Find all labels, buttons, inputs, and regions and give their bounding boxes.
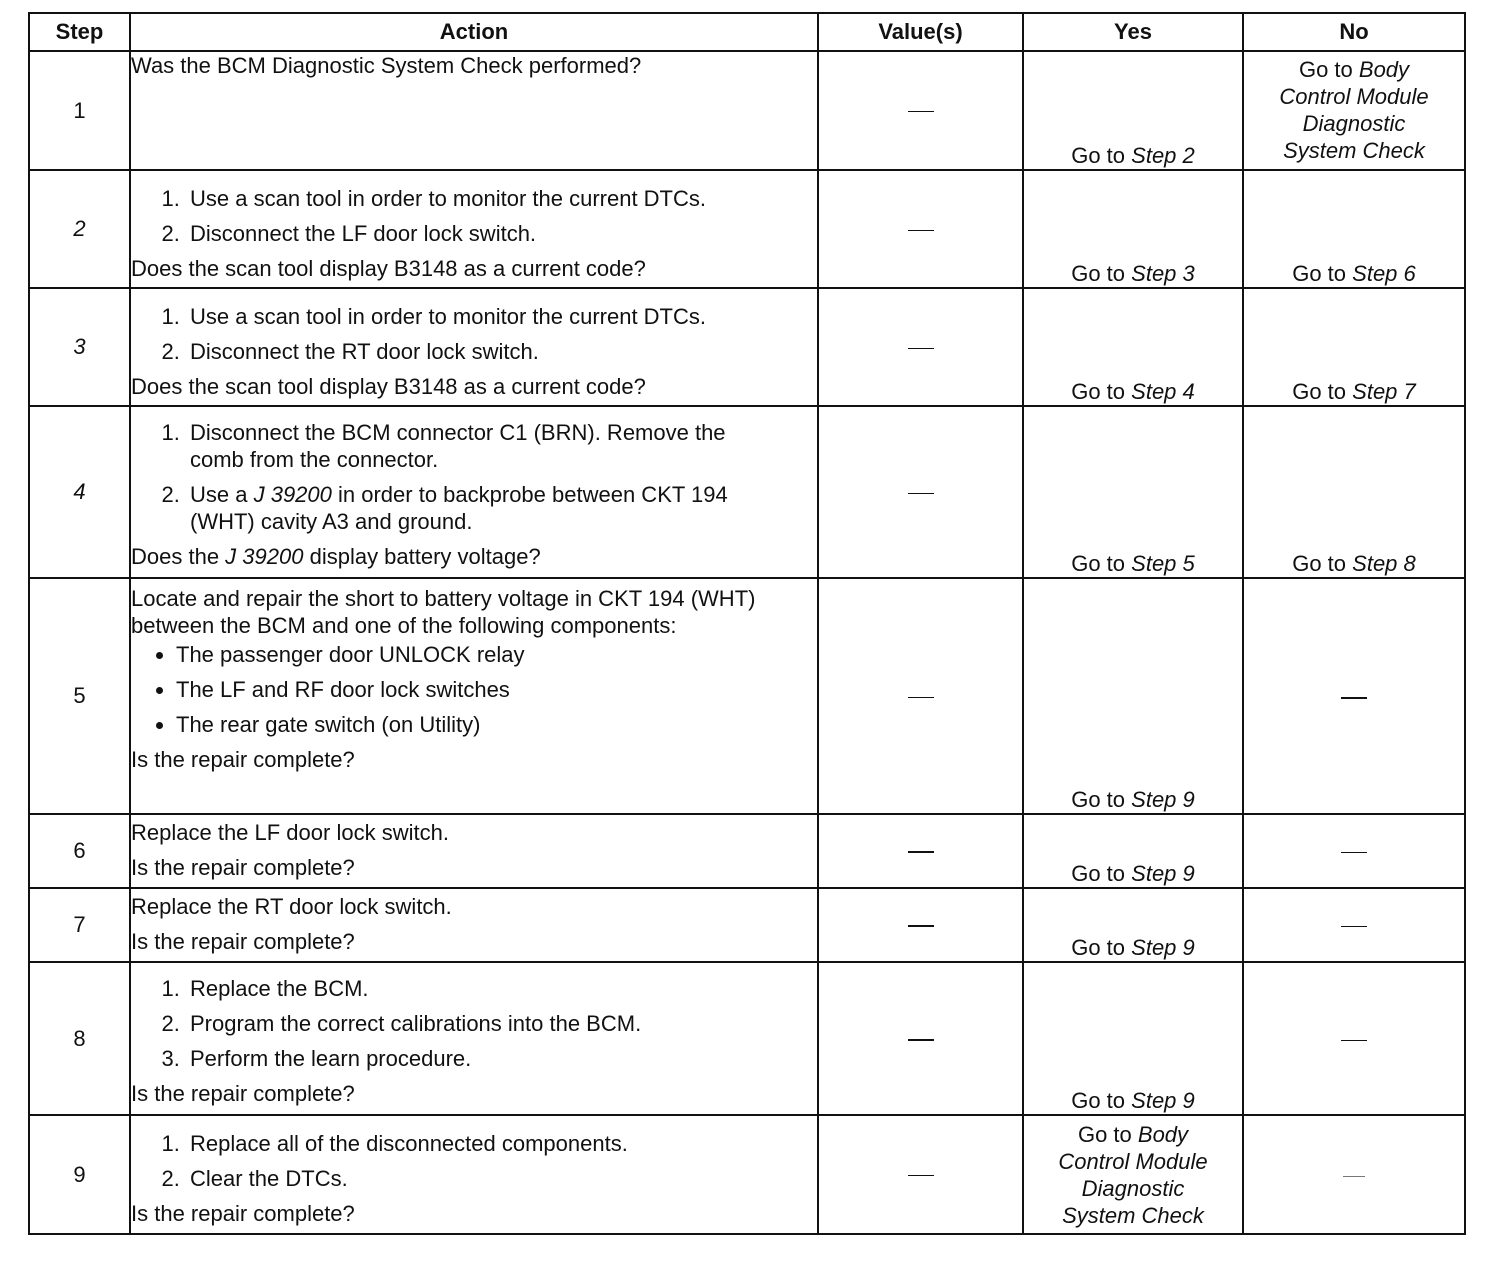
action-cell <box>130 406 818 578</box>
goto-label: Go to <box>1292 379 1347 404</box>
value-cell <box>818 170 1023 288</box>
goto-label: Go to <box>1071 935 1126 960</box>
question: Does the scan tool display B3148 as a current code? <box>131 256 646 281</box>
dash-mark <box>908 1039 934 1041</box>
step-number: 7 <box>29 888 130 962</box>
action-item <box>186 481 750 535</box>
action-list <box>131 975 817 1072</box>
no-cell <box>1243 962 1465 1115</box>
value-cell <box>818 578 1023 814</box>
action-item: 2. Clear the DTCs. <box>186 1165 817 1192</box>
question-text: Does the <box>131 544 226 569</box>
question: Is the repair complete? <box>131 1081 355 1106</box>
action-item-text: in order to backprobe between CKT 194 (WHT) cavity A3 and ground. <box>190 482 728 534</box>
action-cell <box>130 170 818 288</box>
table-row <box>29 962 1465 1115</box>
goto-target: System Check <box>1283 138 1425 163</box>
table-row <box>29 888 1465 962</box>
goto-target: Step 8 <box>1352 551 1416 576</box>
goto-label: Go to <box>1298 57 1353 82</box>
no-cell <box>1243 1115 1465 1234</box>
dash-mark <box>908 697 934 698</box>
step-number: 9 <box>29 1115 130 1234</box>
action-item: 3. Perform the learn procedure. <box>186 1045 817 1072</box>
dash-mark <box>908 925 934 927</box>
question: Is the repair complete? <box>131 747 355 772</box>
dash-mark <box>908 230 934 231</box>
action-item: 1. Replace the BCM. <box>186 975 817 1002</box>
header-step: Step <box>29 13 130 51</box>
tool-name: J 39200 <box>225 544 304 569</box>
action-list <box>131 1130 817 1192</box>
goto-target: System Check <box>1062 1202 1204 1228</box>
goto-label: Go to <box>1071 787 1126 812</box>
goto-target: Step 9 <box>1131 935 1195 960</box>
header-values: Value(s) <box>818 13 1023 51</box>
dash-mark <box>908 111 934 112</box>
action-item: 1. Replace all of the disconnected components. <box>186 1130 817 1157</box>
yes-cell <box>1023 51 1243 170</box>
question: Is the repair complete? <box>131 1201 355 1226</box>
goto-label: Go to <box>1071 261 1126 286</box>
action-cell <box>130 51 818 170</box>
action-text: Replace the LF door lock switch. <box>131 820 449 845</box>
dash-mark <box>908 493 934 494</box>
action-list <box>131 185 817 247</box>
yes-cell <box>1023 578 1243 814</box>
value-cell <box>818 962 1023 1115</box>
tool-name: J 39200 <box>253 482 332 507</box>
action-text: Locate and repair the short to battery voltage in CKT 194 (WHT) between the BCM and one of the following components: <box>131 586 756 638</box>
goto-target: Body <box>1137 1121 1189 1147</box>
goto-label: Go to <box>1071 379 1126 404</box>
goto-target: Step 9 <box>1131 1088 1195 1113</box>
goto-target: Diagnostic <box>1302 111 1406 136</box>
table-row <box>29 1115 1465 1234</box>
table-row <box>29 288 1465 406</box>
no-cell <box>1243 578 1465 814</box>
question <box>131 543 817 570</box>
yes-cell <box>1023 406 1243 578</box>
dash-mark <box>1341 926 1367 927</box>
action-item-text: Use a <box>190 482 254 507</box>
list-item: • The passenger door UNLOCK relay <box>176 641 817 668</box>
no-cell <box>1243 888 1465 962</box>
action-item <box>186 419 750 473</box>
question-text: display battery voltage? <box>303 544 541 569</box>
action-cell <box>130 578 818 814</box>
dash-mark <box>908 1175 934 1176</box>
value-cell <box>818 51 1023 170</box>
no-cell <box>1243 406 1465 578</box>
yes-cell <box>1023 962 1243 1115</box>
no-cell <box>1243 51 1465 170</box>
goto-target: Step 6 <box>1352 261 1416 286</box>
dash-mark <box>1341 852 1367 853</box>
action-item-text: Disconnect the BCM connector C1 (BRN). Remove the comb from the connector. <box>190 420 726 472</box>
yes-cell <box>1023 170 1243 288</box>
goto-target: Step 3 <box>1131 261 1195 286</box>
step-number: 6 <box>29 814 130 888</box>
header-yes: Yes <box>1023 13 1243 51</box>
value-cell <box>818 1115 1023 1234</box>
diagnostic-table <box>28 12 1466 1235</box>
question: Is the repair complete? <box>131 929 355 954</box>
goto-label: Go to <box>1071 143 1126 168</box>
question: Is the repair complete? <box>131 855 355 880</box>
goto-target: Step 4 <box>1131 379 1195 404</box>
yes-cell <box>1023 814 1243 888</box>
goto-target: Step 5 <box>1131 551 1195 576</box>
dash-mark <box>1341 697 1367 699</box>
step-number: 5 <box>29 578 130 814</box>
goto-target: Step 7 <box>1352 379 1416 404</box>
list-item: • The rear gate switch (on Utility) <box>176 711 817 738</box>
goto-target: Control Module <box>1279 84 1429 109</box>
value-cell <box>818 814 1023 888</box>
action-item: 1. Use a scan tool in order to monitor the current DTCs. <box>186 185 817 212</box>
question: Does the scan tool display B3148 as a current code? <box>131 374 646 399</box>
yes-cell <box>1023 1115 1243 1234</box>
goto-label: Go to <box>1292 261 1347 286</box>
dash-mark <box>908 348 934 349</box>
action-cell <box>130 814 818 888</box>
table-row <box>29 170 1465 288</box>
table-row <box>29 406 1465 578</box>
header-row <box>29 13 1465 51</box>
goto-label: Go to <box>1292 551 1347 576</box>
table-row <box>29 814 1465 888</box>
dash-mark <box>1341 1040 1367 1041</box>
list-item: • The LF and RF door lock switches <box>176 676 817 703</box>
action-cell <box>130 962 818 1115</box>
action-item: 2. Disconnect the RT door lock switch. <box>186 338 817 365</box>
goto-target: Step 9 <box>1131 861 1195 886</box>
no-cell <box>1243 814 1465 888</box>
step-number: 8 <box>29 962 130 1115</box>
component-list <box>131 641 817 738</box>
action-text: Replace the RT door lock switch. <box>131 894 452 919</box>
action-item: 1. Use a scan tool in order to monitor the current DTCs. <box>186 303 817 330</box>
action-text: Was the BCM Diagnostic System Check performed? <box>131 53 642 78</box>
goto-target: Body <box>1358 57 1410 82</box>
dash-mark <box>908 851 934 853</box>
goto-target: Step 9 <box>1131 787 1195 812</box>
goto-target: Control Module <box>1058 1148 1208 1174</box>
value-cell <box>818 406 1023 578</box>
no-cell <box>1243 170 1465 288</box>
action-cell <box>130 288 818 406</box>
no-cell <box>1243 288 1465 406</box>
action-cell <box>130 888 818 962</box>
step-number: 2 <box>29 170 130 288</box>
goto-label: Go to <box>1071 861 1126 886</box>
table-row <box>29 51 1465 170</box>
action-item: 2. Disconnect the LF door lock switch. <box>186 220 817 247</box>
table-row <box>29 578 1465 814</box>
action-item: 2. Program the correct calibrations into the BCM. <box>186 1010 817 1037</box>
action-list <box>131 419 817 535</box>
goto-target: Step 2 <box>1131 143 1195 168</box>
action-cell <box>130 1115 818 1234</box>
goto-label: Go to <box>1071 551 1126 576</box>
value-cell <box>818 288 1023 406</box>
action-list <box>131 303 817 365</box>
dash-mark <box>1343 1176 1365 1177</box>
value-cell <box>818 888 1023 962</box>
yes-cell <box>1023 288 1243 406</box>
yes-cell <box>1023 888 1243 962</box>
goto-label: Go to <box>1077 1121 1132 1147</box>
step-number: 4 <box>29 406 130 578</box>
goto-target: Diagnostic <box>1081 1175 1185 1201</box>
step-number: 1 <box>29 51 130 170</box>
goto-label: Go to <box>1071 1088 1126 1113</box>
header-no: No <box>1243 13 1465 51</box>
step-number: 3 <box>29 288 130 406</box>
header-action: Action <box>130 13 818 51</box>
